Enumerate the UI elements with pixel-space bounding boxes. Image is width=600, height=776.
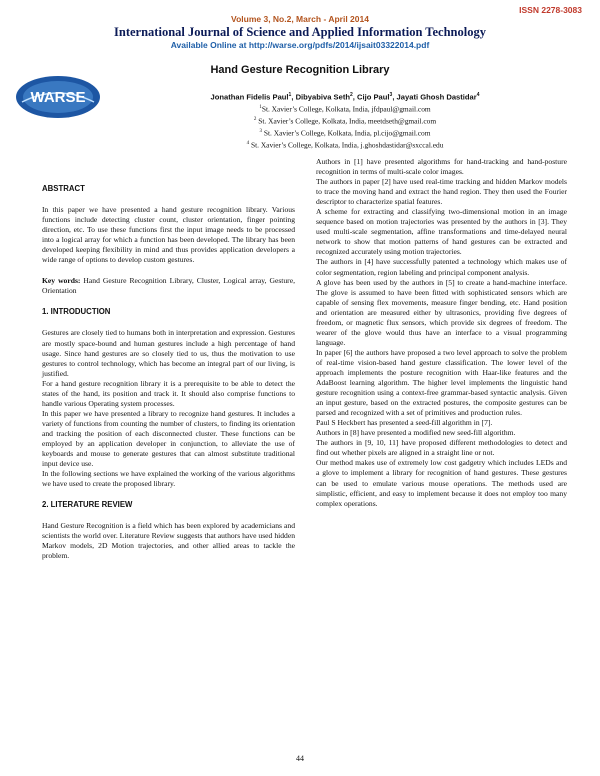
affiliation: $^3$ St. Xavier’s College, Kolkata, India, pl.cijo@gmail.com: [259, 128, 431, 138]
page-number: 44: [296, 754, 304, 763]
intro-paragraph: In this paper we have presented a library to recognize hand gestures. It includes a variety of functions from counting the number of clusters, to finding its orientation and tracking the position of each disconnected cluster. These functions can be employed by an application developer in conjunction, to alleviate the use of keyboards and mouse to generate gestures that can almost substitute traditional input device use.: [42, 408, 295, 469]
abstract-heading: ABSTRACT: [42, 184, 85, 193]
literature-paragraph: Hand Gesture Recognition is a field which has been explored by academicians and scientists the world over. Literature Review suggests that authors have used hidden Markov models, 2D Motion trajectories, and other allied areas to tackle the problem.: [42, 521, 295, 561]
author-sup: 1: [288, 92, 292, 98]
review-paragraph: The authors in paper [2] have used real-time tracking and hidden Markov models to trace the moving hand and extract the hand region. They then used the Fourier descriptor to characterize spatial features.: [316, 177, 567, 207]
keywords-label: Key words:: [42, 276, 81, 286]
affiliation: $^4$ St. Xavier’s College, Kolkata, India, j.ghoshdastidar@sxccal.edu: [246, 140, 444, 150]
author-sup: 2: [350, 92, 353, 98]
issn-label: ISSN 2278-3083: [519, 5, 582, 15]
journal-header: [0, 14, 600, 51]
affiliation: $^1$St. Xavier’s College, Kolkata, India, jfdpaul@gmail.com: [259, 104, 431, 114]
review-paragraph: In paper [6] the authors have proposed a two level approach to solve the problem of real-time vision-based hand gesture classification. The lower level of the approach implements the posture recognition with Haar-like features and the AdaBoost learning algorithm. The higher level implements the linguistic hand gesture recognition using a context-free grammar-based syntactic analysis. Given an input gesture, based on the extracted postures, the composite gestures can be parsed and recognized with a set of primitives and production rules.: [316, 347, 567, 418]
review-paragraph: A glove has been used by the authors in [5] to create a hand-machine interface. The glove is assumed to have been fitted with sophisticated sensors which are capable of sensing flex movements, measure finger bending, etc. Hand position and orientation are measured either by ultrasonics, providing five degrees of freedom, or magnetic flux sensors, which provide six degrees of freedom. The wearer of the glove would thus have an interface to a visual programming language.: [316, 277, 567, 347]
keywords: Key words: Hand Gesture Recognition Library, Cluster, Logical array, Gesture, Orientation: [42, 276, 295, 296]
review-paragraph: The authors in [4] have successfully patented a technology which makes use of color segmentation, region labeling and principal component analysis.: [316, 257, 567, 277]
abstract-text: In this paper we have presented a hand gesture recognition library. Various functions include detecting cluster count, cluster orientation, finger pointing direction, etc. To use these functions first the input image needs to be processed into a logical array for which a function has been developed. The library has been developed keeping flexibility in mind and thus provides application developers a wide range of options to develop custom gestures.: [42, 205, 295, 265]
right-column: [316, 157, 567, 509]
review-paragraph: Authors in [8] have presented a modified new seed-fill algorithm.: [316, 428, 516, 438]
intro-paragraph: In the following sections we have explained the working of the various algorithms we have used to create the proposed library.: [42, 469, 295, 489]
journal-title: International Journal of Science and Applied Information Technology: [114, 25, 486, 39]
volume-info: Volume 3, No.2, March - April 2014: [231, 14, 369, 24]
author-list: Jonathan Fidelis Paul$^1$, Dibyabiva Seth$^2$, Cijo Paul$^3$, Jayati Ghosh Dastidar$^4$: [210, 92, 480, 102]
affiliation: $^2$ St. Xavier’s College, Kolkata, India, meetdseth@gmail.com: [253, 116, 437, 126]
author-sup: 4: [476, 92, 480, 98]
intro-paragraph: Gestures are closely tied to humans both in interpretation and expression. Gestures are mostly space-bound and human gestures include a high percentage of hand usage. Since hand gestures are so closely tied to us, thus the motivation to use gestures to control technology, which has become an integral part of our living, is justified.: [42, 328, 295, 378]
review-paragraph: Our method makes use of extremely low cost gadgetry which includes LEDs and a glove to implement a library for recognition of hand gestures. These gestures can be used to emulate various mouse operations. The methods used are simplistic, efficient, and easy to implement because it does not employ too many complex operations.: [316, 458, 567, 508]
availability-link[interactable]: Available Online at http://warse.org/pdfs/2014/ijsait03322014.pdf: [170, 40, 430, 50]
affiliations: [110, 103, 580, 151]
author: Dibyabiva Seth: [295, 92, 351, 102]
author: Jayati Ghosh Dastidar: [396, 92, 477, 102]
left-column: [42, 184, 295, 561]
logo-text: WARSE: [30, 89, 86, 106]
intro-heading: 1. INTRODUCTION: [42, 307, 111, 317]
review-paragraph: Paul S Heckbert has presented a seed-fill algorithm in [7].: [316, 418, 493, 428]
author: Cijo Paul: [357, 92, 390, 102]
paper-title: Hand Gesture Recognition Library: [210, 64, 390, 76]
review-paragraph: The authors in [9, 10, 11] have proposed different methodologies to detect and find out whether pixels are aligned in a straight line or not.: [316, 438, 567, 458]
review-paragraph: Authors in [1] have presented algorithms for hand-tracking and hand-posture recognition in terms of multi-scale color images.: [316, 157, 567, 177]
review-paragraph: A scheme for extracting and classifying two-dimensional motion in an image sequence based on motion trajectories was presented by the authors in [3]. They used multi-scale segmentation, affine transformations and time-delayed neural network to show that motion patterns of hand gestures can be extracted and recognized accurately using motion trajectories.: [316, 207, 567, 257]
intro-paragraph: For a hand gesture recognition library it is a prerequisite to be able to detect the states of the hand, its position and track it. It should also comprise functions to handle various Operating system processes.: [42, 378, 295, 408]
author: Jonathan Fidelis Paul: [210, 92, 289, 102]
literature-heading: 2. LITERATURE REVIEW: [42, 500, 133, 510]
warse-logo: [14, 74, 102, 120]
author-sup: 3: [389, 92, 393, 98]
